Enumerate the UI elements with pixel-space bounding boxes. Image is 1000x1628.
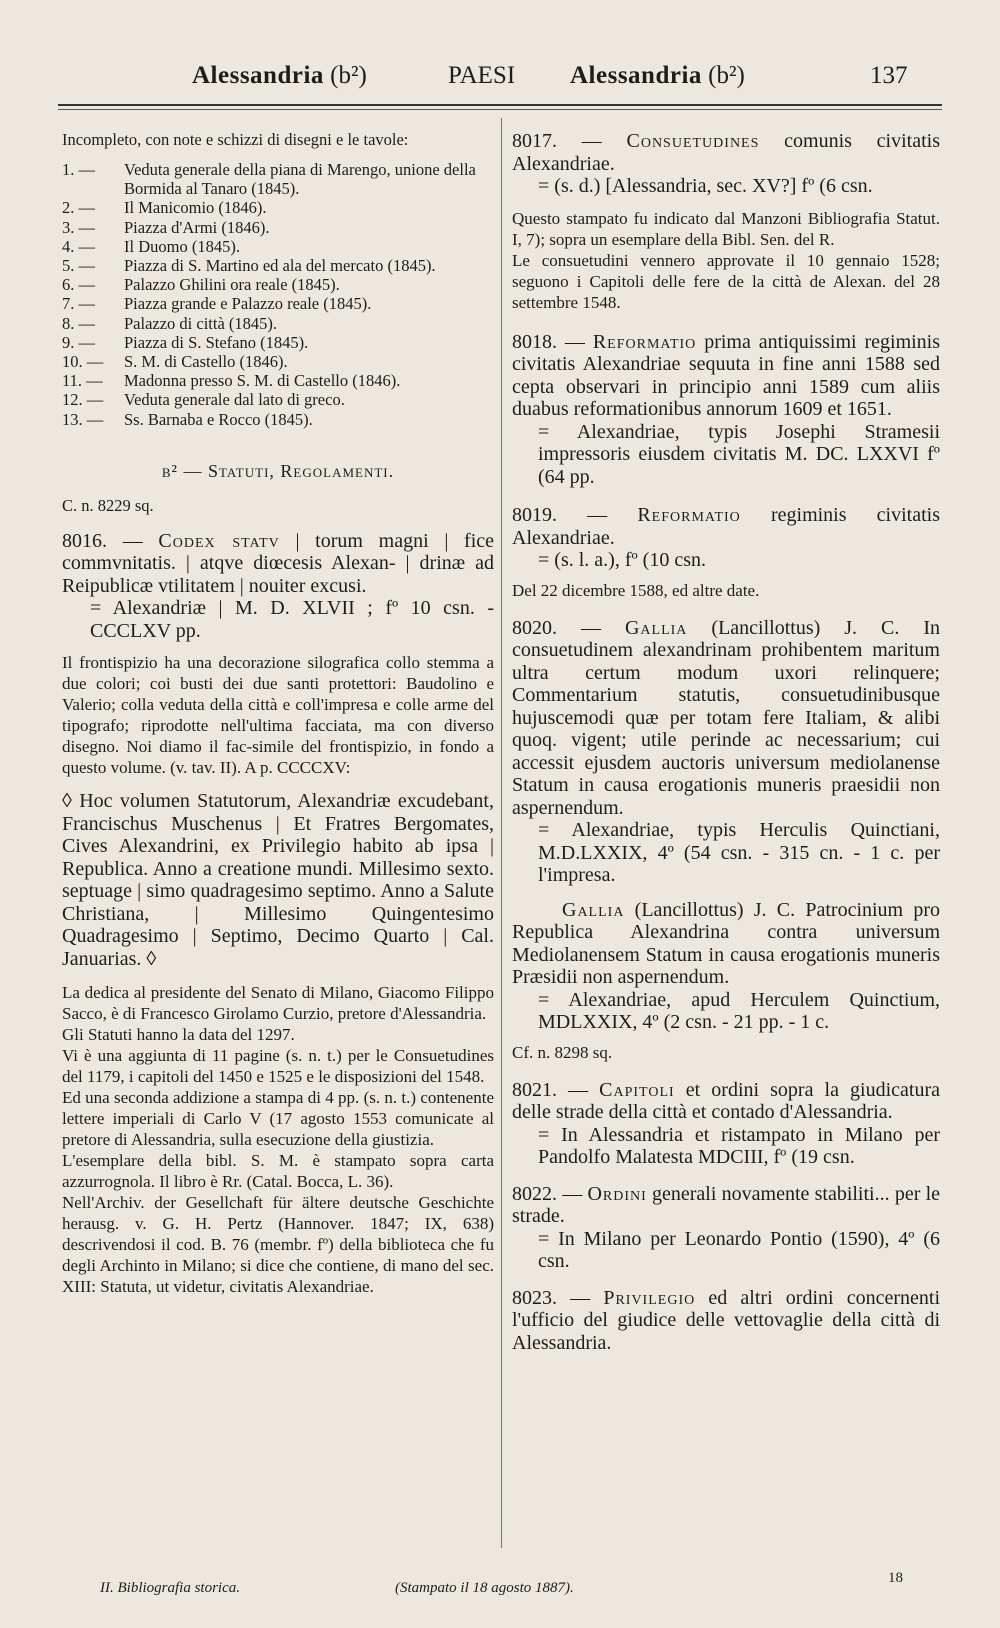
plate-title: Piazza di S. Martino ed ala del mercato (1845). (124, 256, 436, 276)
entry-8022: 8022. — Ordini generali novamente stabiliti... per le strade. = In Milano per Leonardo Pontio (1590), 4º (6 csn. (512, 1182, 941, 1272)
plate-title: Palazzo di città (1845). (124, 313, 278, 333)
plate-item (62, 352, 494, 371)
plate-item (62, 314, 494, 333)
plate-item (62, 275, 494, 294)
plate-item (62, 294, 494, 313)
note-aggiunta: Vi è una aggiunta di 11 pagine (s. n. t.) per le Consuetudines del 1179, i capitoli del 1450 e 1525 e le disposizioni del 1548. (62, 1046, 494, 1087)
entry-8020: 8020. — Gallia (Lancillottus) J. C. In consuetudinem alexandrinam prohibentem maritum ultra certum modum uxori relinquere; Commentarium statutis, consuetudinibusque hujuscemodi quæ per totam fere Italiam, & alibi quoq. vigent; utile perinde ac necessarium; cui accessit ejusdem auctoris universum mediolanense Statum in causa erogationis muneris praesidii non aspernendum. = Alexandriae, typis Herculis Quinctiani, M.D.LXXIX, 4º (54 csn. - 315 cn. - 1 c. per l'impresa. Gallia (Lancillottus) J. C. Patrocinium pro Republica Alexandrina contra universum Mediolanensem Statum in causa erogationis muneris Præsidii non aspernendum. = Alexandriae, apud Herculem Quinctium, MDLXXIX, 4º (2 csn. - 21 pp. - 1 c. Cf. n. 8298 sq. (512, 616, 941, 1062)
plate-item (62, 333, 494, 352)
note-esemplare: L'esemplare della bibl. S. M. è stampato sopra carta azzurrognola. Il libro è Rr. (Catal. Bocca, L. 36). (62, 1151, 494, 1192)
entry-number: 8016. (62, 529, 107, 552)
signature-number: 18 (888, 1570, 903, 1586)
note-data: Gli Statuti hanno la data del 1297. (62, 1025, 295, 1045)
header-center: PAESI (448, 62, 516, 89)
left-column (62, 130, 494, 1297)
plate-item (62, 410, 494, 429)
plate-number: 1. — (62, 160, 95, 179)
note-8017: Questo stampato fu indicato dal Manzoni Bibliografia Statut. I, 7); sopra un esemplare della Bibl. Sen. del R. (512, 208, 940, 249)
header-rule-thin (58, 109, 942, 110)
plate-item (62, 390, 494, 409)
footer-left: II. Bibliografia storica. (100, 1580, 240, 1596)
plate-number: 10. — (62, 352, 104, 372)
plate-title: Madonna presso S. M. di Castello (1846). (124, 371, 401, 391)
entry-text: | torum magni | fice commvnitatis. | atqve diœcesis Alexan- | drinæ ad Reipublicæ vtilitatem | nouiter excusi. (62, 529, 494, 597)
plate-number: 5. — (62, 256, 95, 276)
section-heading: b² — Statuti, Regolamenti. (161, 460, 395, 481)
plates-list (62, 160, 494, 429)
header-left: Alessandria (b²) (192, 62, 367, 89)
plate-number: 9. — (62, 332, 95, 352)
plate-item (62, 256, 494, 275)
page-number: 137 (870, 62, 908, 89)
plate-number: 3. — (62, 217, 95, 237)
entry-8016: 8016. — Codex statv | torum magni | fice commvnitatis. | atqve diœcesis Alexan- | drinæ ad Reipublicæ vtilitatem | nouiter excusi. = Alexandriæ | M. D. XLVII ; fº 10 csn. - CCCLXV pp. (62, 529, 494, 642)
header-right: Alessandria (b²) (570, 62, 745, 89)
note-8020: Cf. n. 8298 sq. (512, 1042, 613, 1062)
plate-title: Veduta generale della piana di Marengo, unione della Bormida al Tanaro (1845). (124, 160, 476, 199)
note-archiv: Nell'Archiv. der Gesellchaft für ältere deutsche Geschichte herausg. v. G. H. Pertz (Hannover. 1847; IX, 638) descrivendosi il cod. B. 76 (membr. fº) della biblioteca che fu degli Archinto in Milano; si dice che contiene, di mano del sec. XIII: Statuta, ut videtur, civitatis Alexandriae. (62, 1193, 494, 1297)
entry-8021: 8021. — Capitoli et ordini sopra la giudicatura delle strade della città et contado d'Alessandria. = In Alessandria et ristampato in Milano per Pandolfo Malatesta MDCIII, fº (19 csn. (512, 1078, 940, 1168)
plate-title: Il Duomo (1845). (124, 236, 240, 256)
entry-imprint: = Alexandriæ | M. D. XLVII ; fº 10 csn. - CCCLXV pp. (90, 597, 494, 642)
plate-number: 4. — (62, 236, 95, 256)
plate-title: Veduta generale dal lato di greco. (124, 390, 345, 410)
plate-number: 8. — (62, 313, 95, 333)
plate-title: Palazzo Ghilini ora reale (1845). (124, 275, 340, 295)
plate-title: Ss. Barnaba e Rocco (1845). (124, 409, 313, 429)
entry-8023: 8023. — Privilegio ed altri ordini concernenti l'ufficio del giudice delle vettovaglie della città di Alessandria. (512, 1286, 941, 1354)
note-frontispiece: Il frontispizio ha una decorazione silografica collo stemma a due colori; coi busti dei due santi protettori: Baudolino e Valerio; colla veduta della città e coll'impresa e colle arme del tipografo; riprodotte nell'ultima facciata, ma con diverso disegno. Noi diamo il fac-simile del frontispizio, in fondo a questo volume. (v. tav. II). A p. CCCCXV: (62, 653, 494, 778)
plate-number: 6. — (62, 275, 95, 295)
entry-8019: 8019. — Reformatio regiminis civitatis Alexandriae. = (s. l. a.), fº (10 csn. Del 22 dicembre 1588, ed altre date. (512, 504, 940, 600)
plate-item (62, 160, 494, 198)
running-header (60, 62, 940, 102)
plate-title: Piazza d'Armi (1846). (124, 217, 270, 237)
column-divider (501, 118, 502, 1548)
plate-item (62, 237, 494, 256)
note-8017b: Le consuetudini vennero approvate il 10 gennaio 1528; seguono i Capitoli delle fere de la città de Alexan. del 28 settembre 1548. (512, 250, 940, 312)
note-8019: Del 22 dicembre 1588, ed altre date. (512, 580, 760, 600)
footer-center: (Stampato il 18 agosto 1887). (395, 1580, 574, 1596)
right-column (512, 130, 940, 1354)
entry-title: Codex statv (158, 529, 280, 552)
plate-item (62, 371, 494, 390)
plate-number: 2. — (62, 198, 95, 218)
plate-number: 12. — (62, 390, 104, 410)
plate-title: S. M. di Castello (1846). (124, 352, 288, 372)
plate-title: Il Manicomio (1846). (124, 198, 267, 218)
header-rule (58, 104, 942, 106)
plate-item (62, 198, 494, 217)
plate-title: Piazza di S. Stefano (1845). (124, 332, 309, 352)
plate-number: 13. — (62, 409, 104, 429)
plate-title: Piazza grande e Palazzo reale (1845). (124, 294, 372, 314)
entry-8018: 8018. — Reformatio prima antiquissimi regiminis civitatis Alexandriae sequuta in fine anni 1588 sed cepta observari in principio anni 1589 cum aliis duabus reformationibus annorum 1609 et 1651. = Alexandriae, typis Josephi Stramesii impressoris eiusdem civitatis M. DC. LXXVI fº (64 pp. (512, 330, 941, 488)
plate-number: 7. — (62, 294, 95, 314)
note-dedica: La dedica al presidente del Senato di Milano, Giacomo Filippo Sacco, è di Francesco Girolamo Curzio, pretore d'Alessandria. (62, 983, 494, 1024)
note-addizione: Ed una seconda addizione a stampa di 4 pp. (s. n. t.) contenente lettere imperiali di Carlo V (17 agosto 1553 comunicate al pretore di Alessandria, sulla esecuzione della giustizia. (62, 1088, 494, 1150)
colophon: ◊ Hoc volumen Statutorum, Alexandriæ excudebant, Francischus Muschenus | Et Fratres Bergomates, Cives Alexandrini, ex Privilegio habito ab ipsa | Republica. Anno a creatione mundi. Millesimo sexto. septuage | simo quadragesimo septimo. Anno a Salute Christiana, | Millesimo Quingentesimo Quadragesimo | Septimo, Decimo Quarto | Cal. Januarias. ◊ (62, 790, 494, 970)
entry-8017: 8017. — Consuetudines comunis civitatis Alexandriae. = (s. d.) [Alessandria, sec. XV?] fº (6 csn. Questo stampato fu indicato dal Manzoni Bibliografia Statut. I, 7); sopra un esemplare della Bibl. Sen. del R. Le consuetudini vennero approvate il 10 gennaio 1528; seguono i Capitoli delle fere de la città de Alexan. del 28 settembre 1548. (512, 130, 940, 312)
plate-number: 11. — (62, 371, 103, 391)
intro-text: Incompleto, con note e schizzi di disegni e le tavole: (62, 130, 409, 149)
plate-item (62, 218, 494, 237)
cross-reference: C. n. 8229 sq. (62, 495, 154, 515)
